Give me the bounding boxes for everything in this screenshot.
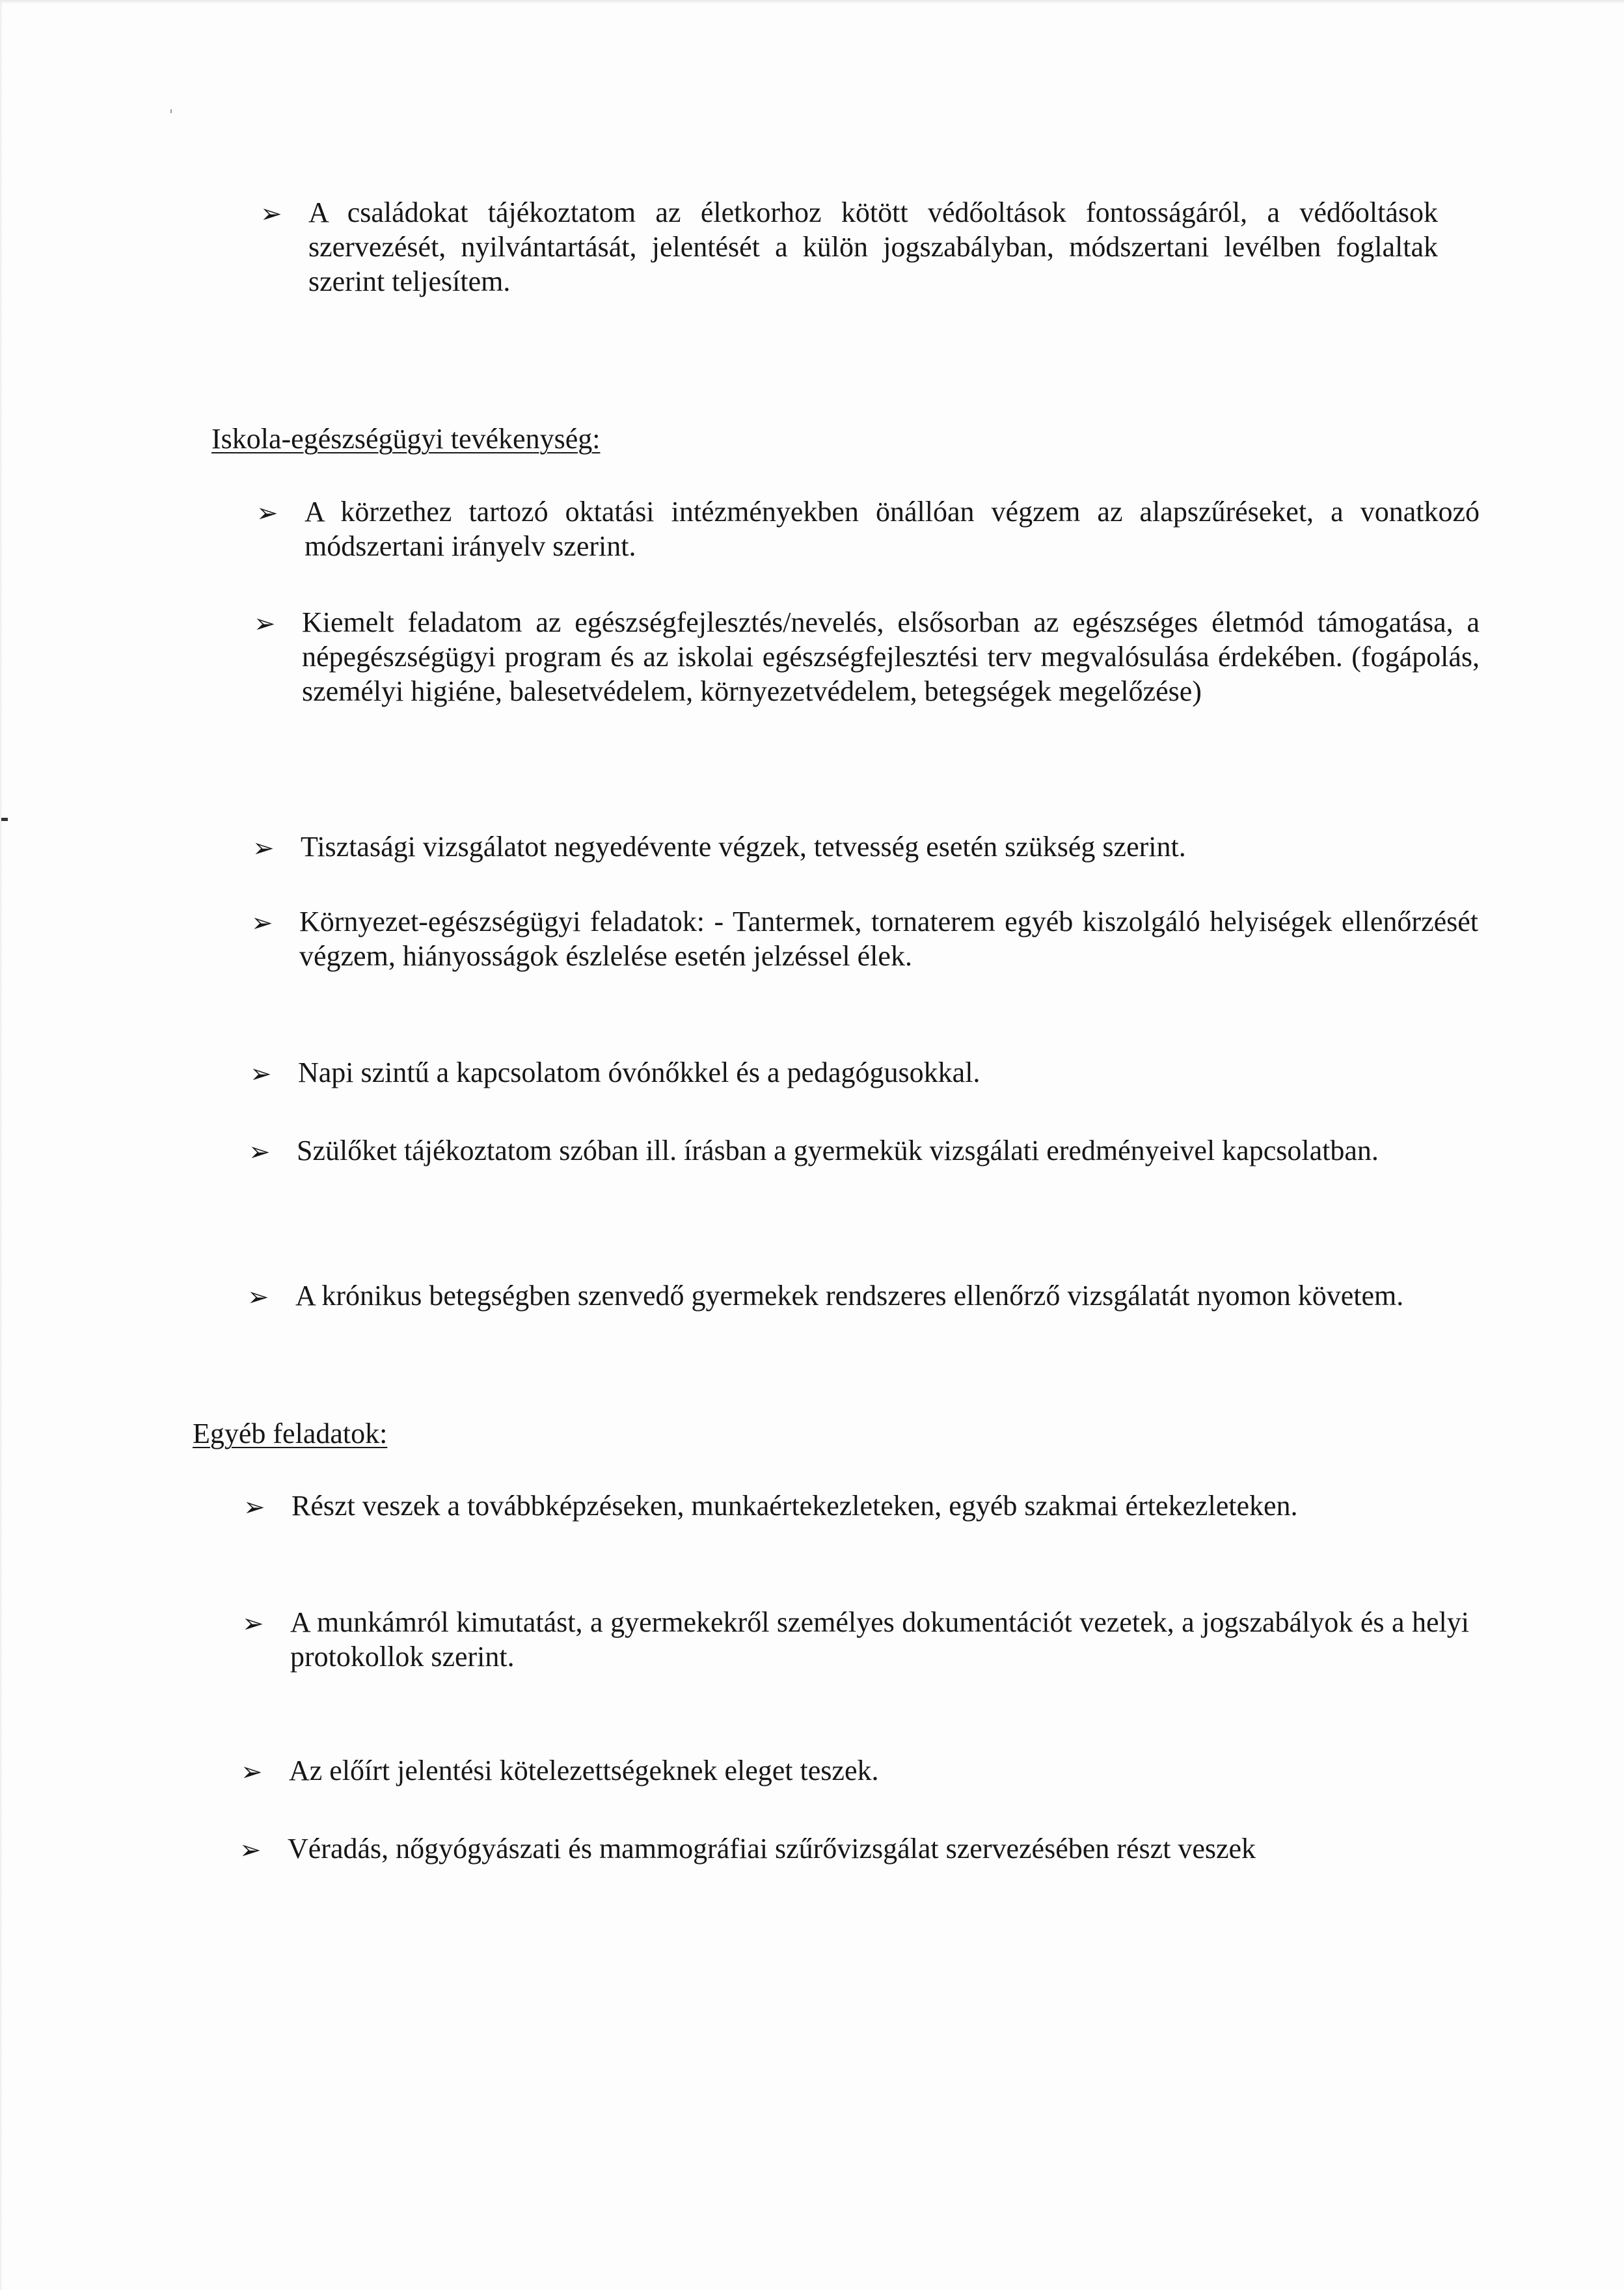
list-item bbox=[247, 1278, 1473, 1313]
scan-speck bbox=[170, 109, 172, 113]
list-item bbox=[252, 829, 1480, 864]
arrow-bullet-icon: ➢ bbox=[249, 1137, 271, 1166]
list-item-text: Véradás, nőgyógyászati és mammográfiai szűrővizsgálat szervezésében részt veszek bbox=[288, 1833, 1256, 1865]
arrow-bullet-icon: ➢ bbox=[243, 1492, 265, 1522]
list-item bbox=[251, 904, 1478, 973]
arrow-bullet-icon: ➢ bbox=[254, 609, 276, 638]
list-item bbox=[250, 1055, 1478, 1090]
list-item bbox=[241, 1753, 1468, 1788]
arrow-bullet-icon: ➢ bbox=[260, 199, 282, 228]
list-item bbox=[242, 1605, 1469, 1674]
arrow-bullet-icon: ➢ bbox=[256, 498, 278, 528]
arrow-bullet-icon: ➢ bbox=[247, 1282, 269, 1312]
scan-speck bbox=[1, 818, 8, 821]
list-item bbox=[260, 195, 1438, 299]
list-item bbox=[239, 1831, 1467, 1866]
list-item bbox=[254, 605, 1480, 708]
list-item bbox=[256, 494, 1480, 563]
list-item-text: Az előírt jelentési kötelezettségeknek eleget teszek. bbox=[289, 1755, 879, 1786]
list-item-text: Kiemelt feladatom az egészségfejlesztés/nevelés, elsősorban az egészséges életmód támogatása, a népegészségügyi program és az iskolai egészségfejlesztési terv megvalósulása érdekében. (fogápolás, személyi higiéne, balesetvédelem, környezetvédelem, betegségek megelőzése) bbox=[302, 606, 1480, 707]
list-item-text: Szülőket tájékoztatom szóban ill. írásban a gyermekük vizsgálati eredményeivel kapcsolatban. bbox=[297, 1135, 1379, 1166]
arrow-bullet-icon: ➢ bbox=[251, 908, 273, 937]
arrow-bullet-icon: ➢ bbox=[250, 1059, 272, 1088]
arrow-bullet-icon: ➢ bbox=[239, 1835, 262, 1865]
list-item-text: Részt veszek a továbbképzéseken, munkaértekezleteken, egyéb szakmai értekezleteken. bbox=[291, 1490, 1298, 1522]
arrow-bullet-icon: ➢ bbox=[242, 1609, 264, 1638]
list-item-text: A családokat tájékoztatom az életkorhoz kötött védőoltások fontosságáról, a védőoltások szervezését, nyilvántartását, jelentését a külön jogszabályban, módszertani levélben foglaltak szerint teljesítem. bbox=[308, 196, 1438, 297]
scan-edge-top bbox=[0, 0, 1624, 4]
list-item-text: A körzethez tartozó oktatási intézményekben önállóan végzem az alapszűréseket, a vonatkozó módszertani irányelv szerint. bbox=[304, 496, 1480, 562]
list-item-text: A krónikus betegségben szenvedő gyermekek rendszeres ellenőrző vizsgálatát nyomon követem. bbox=[295, 1280, 1404, 1312]
arrow-bullet-icon: ➢ bbox=[252, 833, 275, 863]
intro-block bbox=[260, 195, 1438, 299]
scan-edge-left bbox=[0, 0, 3, 2290]
section-heading-school-health: Iskola-egészségügyi tevékenység: bbox=[211, 423, 601, 455]
list-item bbox=[243, 1488, 1472, 1523]
arrow-bullet-icon: ➢ bbox=[241, 1757, 263, 1786]
list-item-text: Környezet-egészségügyi feladatok: - Tantermek, tornaterem egyéb kiszolgáló helyiségek ellenőrzését végzem, hiányosságok észlelése esetén jelzéssel élek. bbox=[299, 906, 1478, 972]
section-heading-other-tasks: Egyéb feladatok: bbox=[193, 1418, 388, 1449]
list-item-text: Napi szintű a kapcsolatom óvónőkkel és a pedagógusokkal. bbox=[298, 1057, 981, 1088]
list-item-text: A munkámról kimutatást, a gyermekekről személyes dokumentációt vezetek, a jogszabályok és a helyi protokollok szerint. bbox=[290, 1606, 1469, 1673]
list-item bbox=[249, 1133, 1476, 1168]
list-item-text: Tisztasági vizsgálatot negyedévente végzek, tetvesség esetén szükség szerint. bbox=[301, 831, 1186, 863]
